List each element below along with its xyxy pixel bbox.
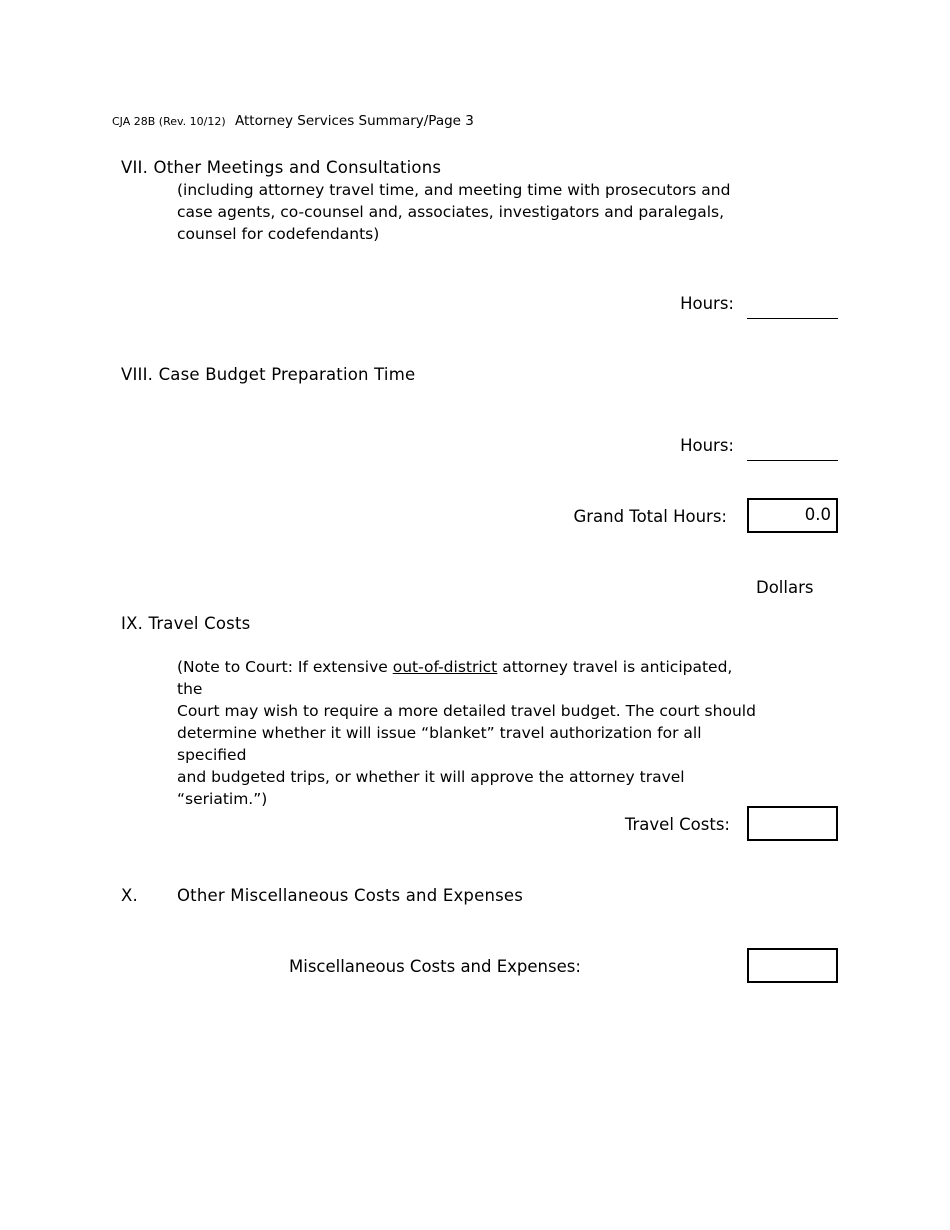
section-ix-note-underlined: out-of-district bbox=[392, 658, 498, 676]
section-viii-hours-field[interactable] bbox=[747, 460, 838, 461]
section-vii-line-1: (including attorney travel time, and meeting time with prosecutors and bbox=[177, 181, 731, 199]
section-x-heading: Other Miscellaneous Costs and Expenses bbox=[177, 886, 524, 905]
section-x-number: X. bbox=[121, 886, 138, 905]
grand-total-label: Grand Total Hours: bbox=[573, 507, 727, 526]
section-viii-hours-label: Hours: bbox=[680, 436, 734, 455]
section-vii-hours-field[interactable] bbox=[747, 318, 838, 319]
section-ix-note bbox=[177, 656, 757, 810]
section-ix-note-line-4: and budgeted trips, or whether it will approve the attorney travel “seriatim.”) bbox=[177, 768, 685, 808]
section-ix-note-post: attorney travel is anticipated, the bbox=[177, 658, 733, 698]
form-id: CJA 28B (Rev. 10/12) bbox=[112, 115, 226, 128]
section-ix-note-line-1 bbox=[177, 656, 757, 700]
misc-costs-label: Miscellaneous Costs and Expenses: bbox=[289, 957, 581, 976]
section-ix-heading: IX. Travel Costs bbox=[121, 614, 251, 633]
section-ix-note-line-3: determine whether it will issue “blanket” travel authorization for all specified bbox=[177, 724, 702, 764]
section-viii-heading: VIII. Case Budget Preparation Time bbox=[121, 365, 416, 384]
section-vii-description bbox=[177, 179, 737, 245]
section-vii-hours-label: Hours: bbox=[680, 294, 734, 313]
page-title: Attorney Services Summary/Page 3 bbox=[235, 113, 474, 129]
misc-costs-field[interactable] bbox=[747, 948, 838, 983]
travel-costs-label: Travel Costs: bbox=[624, 815, 730, 834]
grand-total-field[interactable]: 0.0 bbox=[747, 498, 838, 533]
travel-costs-field[interactable] bbox=[747, 806, 838, 841]
section-ix-note-line-2: Court may wish to require a more detailed travel budget. The court should bbox=[177, 702, 756, 720]
section-vii-line-2: case agents, co-counsel and, associates, investigators and paralegals, bbox=[177, 203, 725, 221]
section-ix-note-pre: (Note to Court: If extensive bbox=[177, 658, 393, 676]
dollars-column-header: Dollars bbox=[756, 578, 814, 597]
section-vii-line-3: counsel for codefendants) bbox=[177, 225, 380, 243]
section-vii-heading: VII. Other Meetings and Consultations bbox=[121, 158, 442, 177]
